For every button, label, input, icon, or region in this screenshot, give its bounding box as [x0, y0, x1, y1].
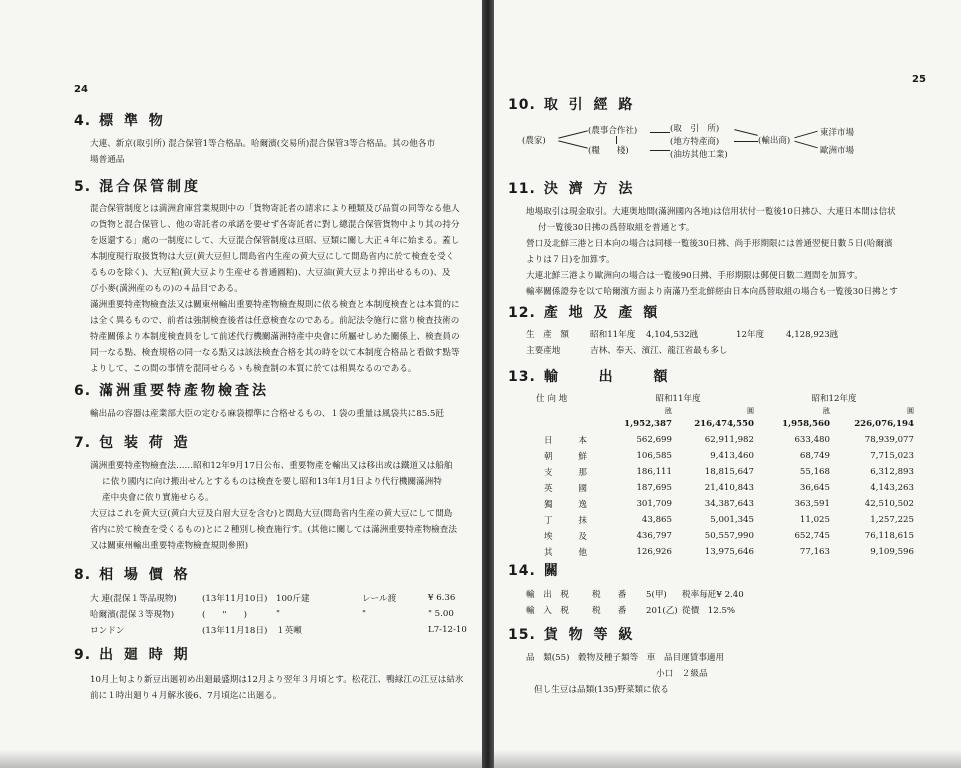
table-header-row: [536, 390, 914, 406]
section-number: 12.: [508, 305, 536, 321]
table-cell: 4,128,923瓲: [786, 330, 839, 340]
column-header: 昭和11年度: [655, 394, 701, 404]
value-cell: 301,709: [636, 499, 672, 509]
text-line: 前に１時出廻り４月解氷後6、7月頃迄に出廻る。: [90, 691, 282, 701]
value-cell: 5,001,345: [710, 515, 754, 525]
table-row: [536, 464, 914, 480]
text-line: は全く異るもので、前者は強制検査後者は任意検査なのである。前記法令施行に當り検査技術の: [90, 316, 460, 326]
table-row: [526, 342, 838, 358]
text-line: よりして、この間の事情を混同せらるゝも検査制の本質に於ては相異なるのである。: [90, 364, 417, 374]
table-cell: 哈爾濱(混保３等現物): [90, 610, 175, 620]
trade-route-diagram: [522, 122, 942, 166]
table-cell: L7-12-10: [428, 625, 467, 635]
text-line: 大豆はこれを黄大豆(黄白大豆及白眉大豆を含む)と間島大豆(間島省内生産の黄大豆にして間島: [90, 509, 453, 519]
text-line: 產中央會に依り實施せらる。: [102, 493, 214, 503]
arrow: [616, 136, 617, 144]
table-cell: 主要產地: [526, 346, 561, 356]
table-cell: ": [362, 609, 366, 619]
table-cell: 税 番: [592, 590, 627, 600]
section-number: 15.: [508, 627, 536, 643]
section-title: 出 廻 時 期: [99, 647, 191, 663]
table-cell: 12年度: [736, 330, 765, 340]
text-line: 特產關係より本制度検査員をして前述代行機關滿洲特產中央會に所屬せしめた關係上、検査員の: [90, 332, 460, 342]
table-unit-row: [536, 406, 914, 416]
page-number-left: 24: [74, 84, 88, 95]
value-cell: 562,699: [636, 435, 672, 445]
node-oil-mill: (油坊其他工業): [670, 150, 728, 160]
table-row: [536, 544, 914, 560]
text-line: 但し生豆は品類(135)野菜類に依る: [534, 685, 669, 695]
section-4: [74, 110, 482, 168]
value-cell: 186,111: [636, 467, 672, 477]
text-line: に依り國内に向け搬出せんとするものは検査を要し昭和13年1月1日より代行機關滿洲特: [102, 477, 442, 487]
table-row: [90, 590, 467, 606]
section-title: 關: [543, 563, 561, 579]
arrow: [794, 131, 817, 139]
table-row: [90, 606, 467, 622]
value-cell: 13,975,646: [704, 547, 754, 557]
export-table: [536, 390, 914, 560]
column-header: 昭和12年度: [811, 394, 857, 404]
table-row: [536, 480, 914, 496]
table-cell: ¥ 6.36: [428, 593, 456, 603]
value-cell: 6,312,893: [870, 467, 914, 477]
table-cell: １英噸: [276, 626, 302, 636]
table-cell: 税率每瓩¥ 2.40: [682, 590, 744, 600]
section-7: [74, 432, 482, 554]
destination-cell: 埃 及: [544, 532, 587, 542]
section-9: [74, 644, 482, 704]
arrow: [558, 140, 587, 148]
table-cell: ( " ): [202, 610, 248, 620]
destination-cell: 獨 逸: [544, 500, 587, 510]
text-line: 滿洲重要特產物檢査法又は關東州輸出重要特產物檢査規則に依る検査と本制度検査とは本質的に: [90, 300, 460, 310]
value-cell: 187,695: [636, 483, 672, 493]
text-line: 輸率關係證券を以て哈爾濱方面より南滿乃至北鮮經由日本向爲替取組の場合も一覧後30日拂とす: [526, 287, 898, 297]
total-cell: 226,076,194: [854, 419, 914, 429]
table-row: [536, 512, 914, 528]
section-title: 取 引 經 路: [543, 97, 636, 113]
table-cell: ロンドン: [90, 626, 125, 636]
section-title: 混合保管制度: [99, 179, 202, 195]
table-cell: [362, 622, 428, 638]
unit-label: 圓: [747, 407, 754, 415]
section-title: 決 濟 方 法: [543, 181, 636, 197]
destination-cell: 丁 抹: [544, 516, 587, 526]
section-number: 6.: [74, 383, 92, 399]
section-title: 滿洲重要特產物檢査法: [99, 383, 270, 399]
text-line: 混合保管制度とは満洲倉庫営業規則中の「貨物寄託者の請求により種類及び品質の同等なる他人: [90, 204, 460, 214]
text-line: 小口 ２級品: [656, 669, 708, 679]
value-cell: 7,715,023: [870, 451, 914, 461]
section-number: 8.: [74, 567, 92, 583]
value-cell: 76,118,615: [864, 531, 914, 541]
text-line: 付一覧後30日拂の爲替取組を普通とす。: [538, 223, 695, 233]
table-cell: (13年11月10日): [202, 594, 268, 604]
value-cell: 436,797: [636, 531, 672, 541]
table-cell: 4,104,532瓲: [646, 330, 699, 340]
value-cell: 633,480: [794, 435, 830, 445]
table-cell: 輸 出 税: [526, 590, 569, 600]
value-cell: 11,025: [799, 515, 830, 525]
value-cell: 43,865: [641, 515, 672, 525]
section-5: [74, 176, 482, 377]
text-line: 營口及北鮮三港と日本向の場合は同様一覧後30日拂、尚手形期限には普通翌便日數５日(哈爾濱: [526, 239, 893, 249]
value-cell: 62,911,982: [704, 435, 754, 445]
production-table: [526, 326, 838, 358]
book-gutter: [482, 0, 494, 768]
page-shadow: [0, 750, 482, 768]
section-10: [508, 94, 961, 114]
table-row: [526, 326, 838, 342]
text-line: 場普通品: [90, 155, 125, 165]
section-title: 標 準 物: [99, 113, 166, 129]
destination-cell: 其 他: [544, 548, 587, 558]
text-line: 輸出品の容器は産業部大臣の定むる麻袋標準に合格せるもの、１袋の重量は風袋共に85.5瓩: [90, 409, 444, 419]
section-number: 10.: [508, 97, 536, 113]
table-row: [526, 586, 744, 602]
table-cell: ": [276, 609, 280, 619]
value-cell: 36,645: [799, 483, 830, 493]
section-number: 4.: [74, 113, 92, 129]
node-europe-market: 歐洲市場: [820, 146, 855, 156]
section-13: [508, 366, 961, 560]
arrow: [794, 141, 817, 149]
text-line: 大連、新京(取引所) 混合保管1等合格品。哈爾濱(交易所)混合保管3等合格品。其の他各市: [90, 139, 436, 149]
section-title: 相 場 價 格: [99, 567, 191, 583]
price-table: [90, 590, 467, 638]
table-row: [90, 622, 467, 638]
value-cell: 126,926: [636, 547, 672, 557]
right-page: [494, 0, 961, 768]
unit-label: 瓲: [823, 407, 830, 415]
section-title: 產 地 及 產 額: [543, 305, 661, 321]
page-shadow: [494, 750, 961, 768]
value-cell: 9,109,596: [870, 547, 914, 557]
section-12: [508, 302, 961, 358]
value-cell: 4,143,263: [870, 483, 914, 493]
node-exchange: (取 引 所): [670, 124, 720, 134]
text-line: 品 類(55) 穀物及種子類等 車 品目運賃事適用: [526, 653, 725, 663]
text-line: 大連北鮮三港より歐洲向の場合は一覧後90日拂、手形期限は郵便日數二週間を加算す。: [526, 271, 863, 281]
node-local-market: (地方特產商): [670, 137, 720, 147]
destination-cell: 英 國: [544, 484, 587, 494]
table-cell: 5(甲): [646, 590, 667, 600]
text-line: 満洲重要特產物檢査法……昭和12年9月17日公布、重要物產を輸出又は移出或は鐵道又は船舶: [90, 461, 453, 471]
arrow: [650, 150, 670, 151]
table-cell: 昭和11年度: [590, 330, 636, 340]
column-header: 仕 向 地: [536, 394, 568, 404]
section-8: [74, 564, 482, 638]
value-cell: 21,410,843: [704, 483, 754, 493]
table-cell: (13年11月18日): [202, 626, 268, 636]
section-15: [508, 624, 961, 698]
value-cell: 42,510,502: [864, 499, 914, 509]
value-cell: 34,387,643: [704, 499, 754, 509]
text-line: び小麥(満洲産のもの)の４品目である。: [90, 284, 243, 294]
value-cell: 77,163: [799, 547, 830, 557]
table-cell: 生 產 額: [526, 330, 569, 340]
text-line: 同一なる點、検査規格の同一なる點又は該法検査合格を其の時を以て本制度合格品と看做す點等: [90, 348, 460, 358]
text-line: 10月上旬より新豆出廻初め出廻最盛期は12月より翌年３月頃とす。松花江、鴨緑江の江豆は結氷: [90, 675, 464, 685]
value-cell: 363,591: [794, 499, 830, 509]
page-number-right: 25: [912, 74, 926, 85]
value-cell: 18,815,647: [704, 467, 754, 477]
arrow: [558, 130, 587, 138]
text-line: の貨物と混合保管し、他の寄託者の承諾を要せず各寄託者に對し總混合保管貨物中より其の持分: [90, 220, 460, 230]
table-row: [536, 448, 914, 464]
value-cell: 9,413,460: [710, 451, 754, 461]
section-number: 14.: [508, 563, 536, 579]
section-number: 5.: [74, 179, 92, 195]
table-row: [536, 528, 914, 544]
section-title: 貨 物 等 級: [543, 627, 636, 643]
table-cell: 輸 入 税: [526, 606, 569, 616]
node-farmer: (農家): [522, 136, 546, 146]
text-line: 又は關東州輸出重要特產物檢査規則參照): [90, 541, 249, 551]
arrow: [734, 141, 758, 142]
value-cell: 55,168: [799, 467, 830, 477]
table-row: [536, 432, 914, 448]
total-cell: 1,952,387: [624, 419, 672, 429]
section-number: 13.: [508, 369, 536, 385]
value-cell: 652,745: [794, 531, 830, 541]
arrow: [734, 129, 758, 136]
text-line: るものを除く)、大豆粕(黄大豆より生産せる普通圓粕)、大豆油(黄大豆より搾出せるもの)、及: [90, 268, 451, 278]
text-line: 省内に於て検査を受くるもの)とに２種別し検査施行す。(其他に關しては滿洲重要特產物檢査法: [90, 525, 457, 535]
total-cell: 1,958,560: [782, 419, 830, 429]
table-cell: 201(乙): [646, 606, 678, 616]
node-exporter: (輸出商): [758, 136, 791, 146]
table-cell: 從價 12.5%: [682, 606, 736, 616]
tariff-table: [526, 586, 744, 618]
arrow: [650, 132, 670, 133]
table-row: [526, 602, 744, 618]
value-cell: 50,557,990: [704, 531, 754, 541]
node-coop: (農事合作社): [588, 126, 638, 136]
section-number: 11.: [508, 181, 536, 197]
value-cell: 78,939,077: [864, 435, 914, 445]
section-title: 包 装 荷 造: [99, 435, 191, 451]
section-11: [508, 178, 961, 300]
section-6: [74, 380, 482, 422]
text-line: 地場取引は現金取引。大連奥地間(滿洲國內各地)は信用状付一覧後10日拂ひ、大連日本間は信状: [526, 207, 896, 217]
table-cell: 100斤建: [276, 594, 310, 604]
destination-cell: 朝 鮮: [544, 452, 587, 462]
value-cell: 106,585: [636, 451, 672, 461]
section-number: 7.: [74, 435, 92, 451]
destination-cell: 支 那: [544, 468, 587, 478]
text-line: を返還する」處の一制度にして、大豆混合保管制度は亘昭、豆類に關し大正４年に始まる。蓋し: [90, 236, 460, 246]
value-cell: 68,749: [799, 451, 830, 461]
total-cell: 216,474,550: [694, 419, 754, 429]
table-row: [536, 496, 914, 512]
text-line: よりは７日)を加算す。: [526, 255, 615, 265]
table-cell: 吉林、奉天、濱江、龍江省最も多し: [590, 346, 728, 356]
table-cell: " 5.00: [428, 609, 454, 619]
text-line: 本制度現行取扱貨物は大豆(黄大豆但し間島省内生産の黄大豆にして間島省内に於て検査を受く: [90, 252, 455, 262]
table-cell: 税 番: [592, 606, 627, 616]
table-cell: レール渡: [362, 594, 397, 604]
export-rows: [536, 432, 914, 560]
section-number: 9.: [74, 647, 92, 663]
node-middle: (糧 棧): [588, 146, 629, 156]
table-cell: 大 連(混保１等品現物): [90, 594, 177, 604]
section-title: 輸 出 額: [543, 369, 686, 385]
section-14: [508, 560, 961, 618]
value-cell: 1,257,225: [870, 515, 914, 525]
table-total-row: [536, 416, 914, 432]
unit-label: 瓲: [665, 407, 672, 415]
unit-label: 圓: [907, 407, 914, 415]
node-east-market: 東洋市場: [820, 128, 855, 138]
destination-cell: 日 本: [544, 436, 587, 446]
